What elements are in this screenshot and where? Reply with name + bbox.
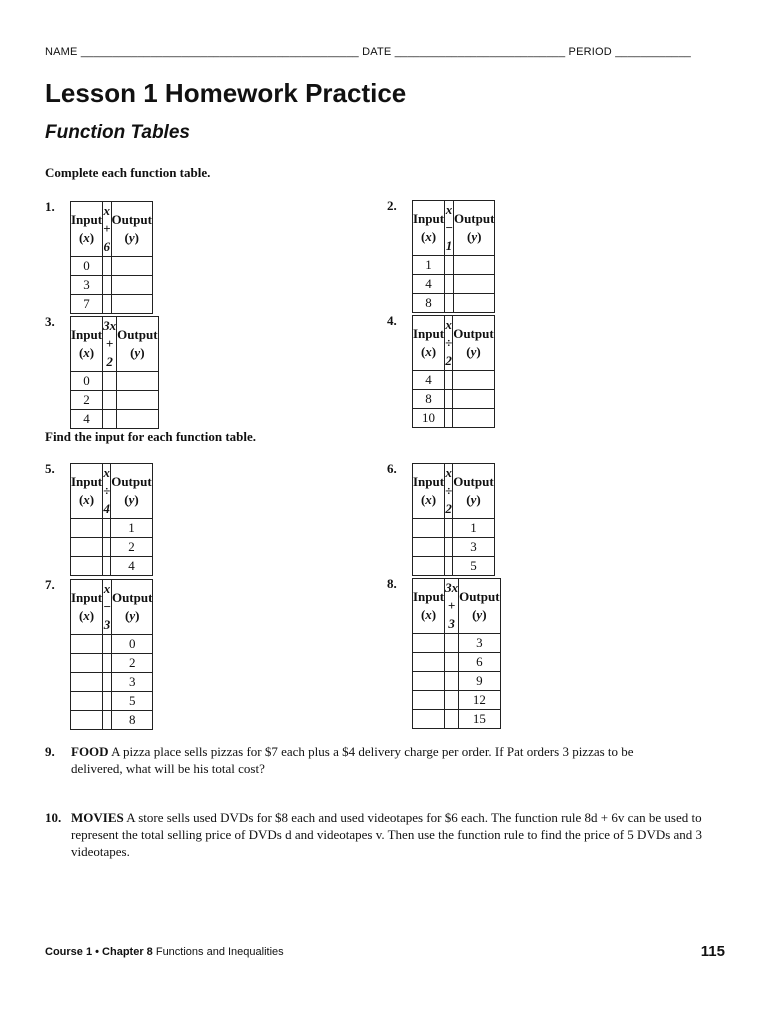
name-field[interactable]: ____________________________________________ (80, 46, 359, 58)
question-number: 10. (45, 810, 62, 825)
table-header-row (413, 316, 495, 371)
input-header: Input (x) (413, 579, 445, 634)
rule-header: x + 6 (103, 202, 111, 257)
input-cell: 4 (413, 371, 445, 390)
table-header-row (413, 579, 501, 634)
table-row (413, 557, 495, 576)
page-footer (45, 946, 284, 958)
input-cell-blank[interactable] (71, 654, 103, 673)
table-row (71, 257, 153, 276)
input-cell-blank[interactable] (413, 634, 445, 653)
output-cell: 15 (459, 710, 500, 729)
problem-number: 2. (387, 198, 397, 213)
input-header: Input (x) (71, 202, 103, 257)
input-cell: 2 (71, 391, 103, 410)
rule-cell-blank[interactable] (103, 635, 112, 654)
page-title: Lesson 1 Homework Practice (45, 78, 407, 108)
rule-header: x ÷ 4 (103, 464, 111, 519)
output-cell: 2 (111, 654, 152, 673)
table-row (413, 519, 495, 538)
input-cell: 8 (413, 390, 445, 409)
rule-cell-blank[interactable] (445, 710, 459, 729)
output-cell-blank[interactable] (453, 371, 494, 390)
table-header-row (71, 464, 153, 519)
rule-cell-blank[interactable] (103, 295, 111, 314)
table-header-row (413, 464, 495, 519)
input-header: Input (x) (71, 464, 103, 519)
rule-header: x ÷ 2 (445, 316, 453, 371)
output-cell: 9 (459, 672, 500, 691)
input-cell-blank[interactable] (413, 538, 445, 557)
input-cell-blank[interactable] (413, 653, 445, 672)
input-cell-blank[interactable] (71, 557, 103, 576)
rule-cell-blank[interactable] (103, 391, 117, 410)
input-header: Input (x) (71, 580, 103, 635)
table-row (71, 557, 153, 576)
output-cell: 5 (453, 557, 494, 576)
rule-header: x ÷ 2 (445, 464, 453, 519)
output-cell-blank[interactable] (117, 391, 158, 410)
problem-number: 1. (45, 199, 55, 214)
input-cell: 0 (71, 372, 103, 391)
table-row (71, 538, 153, 557)
period-field[interactable]: ____________ (615, 46, 691, 58)
rule-cell-blank[interactable] (445, 390, 453, 409)
problem-number: 7. (45, 577, 55, 592)
output-cell: 2 (111, 538, 152, 557)
output-cell: 3 (453, 538, 494, 557)
input-header: Input (x) (71, 317, 103, 372)
table-row (71, 673, 153, 692)
rule-cell-blank[interactable] (103, 711, 112, 730)
input-cell-blank[interactable] (71, 538, 103, 557)
rule-cell-blank[interactable] (445, 256, 454, 275)
input-cell-blank[interactable] (71, 711, 103, 730)
table-row (413, 409, 495, 428)
output-cell-blank[interactable] (453, 409, 494, 428)
rule-cell-blank[interactable] (103, 519, 111, 538)
date-field[interactable]: ___________________________ (394, 46, 566, 58)
input-cell-blank[interactable] (413, 691, 445, 710)
question-number: 9. (45, 744, 55, 759)
input-cell: 4 (413, 275, 445, 294)
output-header: Output (y) (453, 201, 494, 256)
input-cell-blank[interactable] (71, 519, 103, 538)
output-cell: 1 (111, 519, 152, 538)
problem-number: 8. (387, 576, 397, 591)
table-row (413, 672, 501, 691)
question-9 (45, 743, 685, 777)
input-cell-blank[interactable] (71, 673, 103, 692)
rule-cell-blank[interactable] (445, 519, 453, 538)
chapter-title: Functions and Inequalities (155, 946, 284, 958)
input-cell: 4 (71, 410, 103, 429)
output-cell-blank[interactable] (111, 295, 152, 314)
input-header: Input (x) (413, 464, 445, 519)
name-label: NAME (45, 46, 78, 58)
function-table (412, 200, 495, 313)
table-row (71, 295, 153, 314)
problem-number: 3. (45, 314, 55, 329)
table-row (413, 256, 495, 275)
input-cell: 10 (413, 409, 445, 428)
rule-cell-blank[interactable] (445, 557, 453, 576)
rule-cell-blank[interactable] (445, 275, 454, 294)
table-row (413, 634, 501, 653)
output-header: Output (y) (459, 579, 500, 634)
function-table (70, 463, 153, 576)
output-cell-blank[interactable] (453, 256, 494, 275)
output-cell: 0 (111, 635, 152, 654)
table-row (71, 372, 159, 391)
problem-number: 5. (45, 461, 55, 476)
table-row (71, 391, 159, 410)
input-cell-blank[interactable] (413, 519, 445, 538)
table-header-row (71, 317, 159, 372)
input-header: Input (x) (413, 316, 445, 371)
table-header-row (71, 580, 153, 635)
rule-cell-blank[interactable] (103, 372, 117, 391)
rule-header: 3x + 2 (103, 317, 117, 372)
rule-cell-blank[interactable] (103, 673, 112, 692)
function-table (412, 315, 495, 428)
output-header: Output (y) (111, 464, 152, 519)
output-header: Output (y) (453, 316, 494, 371)
instruction-complete: Complete each function table. (45, 165, 211, 180)
output-cell-blank[interactable] (453, 275, 494, 294)
rule-cell-blank[interactable] (103, 276, 111, 295)
function-table (70, 201, 153, 314)
output-cell-blank[interactable] (453, 390, 494, 409)
table-row (71, 654, 153, 673)
rule-cell-blank[interactable] (103, 692, 112, 711)
input-cell: 1 (413, 256, 445, 275)
table-row (413, 710, 501, 729)
table-row (413, 390, 495, 409)
output-cell: 6 (459, 653, 500, 672)
question-text: A pizza place sells pizzas for $7 each plus a $4 delivery charge per order. If Pat orders 3 pizzas to be delivered, what will be his total cost? (71, 744, 634, 776)
rule-header: x − 1 (445, 201, 454, 256)
function-table (70, 316, 159, 429)
table-row (71, 711, 153, 730)
date-label: DATE (362, 46, 392, 58)
input-cell-blank[interactable] (413, 672, 445, 691)
rule-cell-blank[interactable] (445, 672, 459, 691)
output-header: Output (y) (117, 317, 158, 372)
rule-cell-blank[interactable] (445, 409, 453, 428)
rule-cell-blank[interactable] (103, 538, 111, 557)
table-row (413, 538, 495, 557)
output-cell: 1 (453, 519, 494, 538)
input-cell-blank[interactable] (413, 710, 445, 729)
rule-cell-blank[interactable] (103, 654, 112, 673)
table-header-row (71, 202, 153, 257)
table-header-row (413, 201, 495, 256)
function-table (70, 579, 153, 730)
input-cell: 0 (71, 257, 103, 276)
problem-number: 4. (387, 313, 397, 328)
rule-header: 3x + 3 (445, 579, 459, 634)
output-cell-blank[interactable] (453, 294, 494, 313)
input-cell: 7 (71, 295, 103, 314)
output-header: Output (y) (111, 580, 152, 635)
course-chapter: Course 1 • Chapter 8 (45, 946, 153, 958)
output-cell-blank[interactable] (117, 410, 158, 429)
input-header: Input (x) (413, 201, 445, 256)
rule-cell-blank[interactable] (445, 653, 459, 672)
output-cell-blank[interactable] (117, 372, 158, 391)
rule-header: x − 3 (103, 580, 112, 635)
input-cell: 3 (71, 276, 103, 295)
rule-cell-blank[interactable] (445, 691, 459, 710)
table-row (413, 691, 501, 710)
page-number: 115 (700, 943, 725, 960)
input-cell-blank[interactable] (71, 635, 103, 654)
output-cell: 5 (111, 692, 152, 711)
question-topic: FOOD (71, 744, 109, 759)
instruction-find-input: Find the input for each function table. (45, 429, 257, 444)
table-row (71, 276, 153, 295)
table-row (71, 410, 159, 429)
output-header: Output (y) (111, 202, 152, 257)
rule-cell-blank[interactable] (445, 371, 453, 390)
table-row (413, 275, 495, 294)
input-cell: 8 (413, 294, 445, 313)
table-row (71, 635, 153, 654)
rule-cell-blank[interactable] (103, 257, 111, 276)
table-row (413, 371, 495, 390)
output-cell: 8 (111, 711, 152, 730)
section-subtitle: Function Tables (45, 122, 190, 143)
rule-cell-blank[interactable] (445, 634, 459, 653)
question-10 (45, 809, 725, 860)
rule-cell-blank[interactable] (103, 557, 111, 576)
output-cell: 4 (111, 557, 152, 576)
output-cell: 3 (111, 673, 152, 692)
rule-cell-blank[interactable] (445, 538, 453, 557)
input-cell-blank[interactable] (71, 692, 103, 711)
table-row (413, 653, 501, 672)
question-topic: MOVIES (71, 810, 124, 825)
rule-cell-blank[interactable] (103, 410, 117, 429)
function-table (412, 463, 495, 576)
student-info-header (45, 46, 725, 58)
rule-cell-blank[interactable] (445, 294, 454, 313)
output-cell-blank[interactable] (111, 257, 152, 276)
function-table (412, 578, 501, 729)
table-row (413, 294, 495, 313)
output-cell: 3 (459, 634, 500, 653)
problem-number: 6. (387, 461, 397, 476)
table-row (71, 692, 153, 711)
output-cell-blank[interactable] (111, 276, 152, 295)
output-cell: 12 (459, 691, 500, 710)
input-cell-blank[interactable] (413, 557, 445, 576)
period-label: PERIOD (568, 46, 612, 58)
question-text: A store sells used DVDs for $8 each and used videotapes for $6 each. The function rule 8d + 6v can be used to represent the total selling price of DVDs d and videotapes v. Then use the function rule to find the price of 5 DVDs and 3 videotapes. (71, 810, 703, 859)
output-header: Output (y) (453, 464, 494, 519)
table-row (71, 519, 153, 538)
